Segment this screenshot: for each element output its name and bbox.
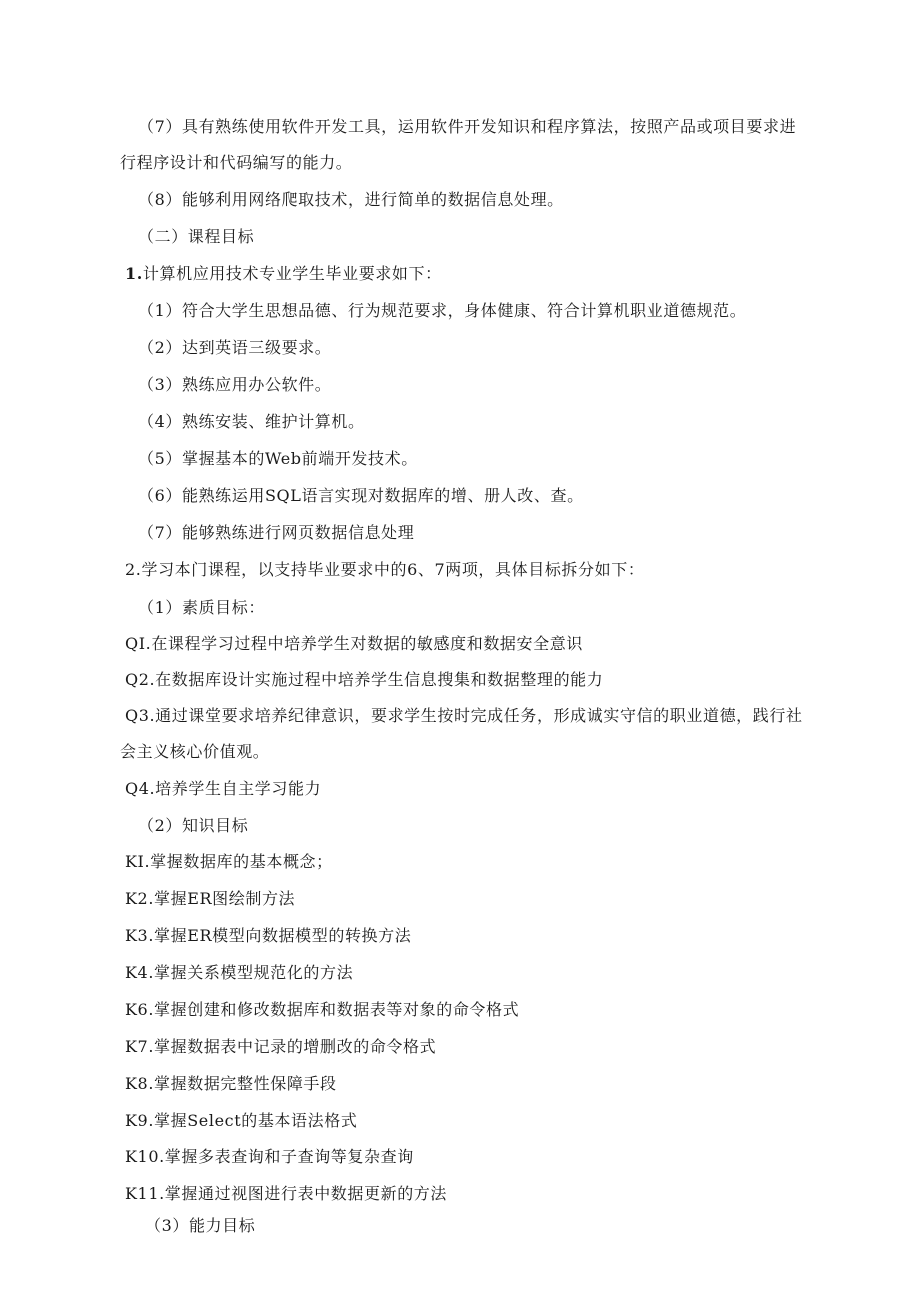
quality-objective-q3: Q3.通过课堂要求培养纪律意识，要求学生按时完成任务，形成诚实守信的职业道德，践行社 [125,706,803,725]
graduation-requirements-text: 计算机应用技术专业学生毕业要求如下： [142,264,442,283]
text-line-2: 行程序设计和代码编写的能力。 [120,153,353,172]
section-heading-course-objectives: （二）课程目标 [138,227,255,246]
ability-objectives-heading: （3）能力目标 [145,1216,256,1235]
requirement-5: （5）掌握基本的Web前端开发技术。 [138,449,418,468]
knowledge-objective-k10: K10.掌握多表查询和子查询等复杂查询 [125,1147,414,1166]
quality-objective-q4: Q4.培养学生自主学习能力 [125,779,322,798]
quality-objectives-heading: （1）素质目标： [138,598,265,617]
knowledge-objective-k9: K9.掌握Select的基本语法格式 [125,1111,358,1130]
knowledge-objective-k1: KI.掌握数据库的基本概念； [125,852,333,871]
quality-objective-q1: QI.在课程学习过程中培养学生对数据的敏感度和数据安全意识 [125,634,583,653]
text-line-1: （7）具有熟练使用软件开发工具，运用软件开发知识和程序算法，按照产品或项目要求进 [138,117,797,136]
requirement-7: （7）能够熟练进行网页数据信息处理 [138,523,415,542]
knowledge-objective-k11: K11.掌握通过视图进行表中数据更新的方法 [125,1184,447,1203]
requirement-6: （6）能熟练运用SQL语言实现对数据库的增、册人改、查。 [138,486,584,505]
quality-objective-q2: Q2.在数据库设计实施过程中培养学生信息搜集和数据整理的能力 [125,670,604,689]
requirement-1: （1）符合大学生思想品德、行为规范要求，身体健康、符合计算机职业道德规范。 [138,301,747,320]
knowledge-objective-k2: K2.掌握ER图绘制方法 [125,889,296,908]
knowledge-objective-k4: K4.掌握关系模型规范化的方法 [125,963,354,982]
quality-objective-q3-cont: 会主义核心价值观。 [120,742,270,761]
text-line-3: （8）能够利用网络爬取技术，进行简单的数据信息处理。 [138,190,564,209]
knowledge-objective-k6: K6.掌握创建和修改数据库和数据表等对象的命令格式 [125,1000,520,1019]
section-number: 1. [125,264,143,283]
requirement-4: （4）熟练安装、维护计算机。 [138,412,365,431]
course-study-intro: 2.学习本门课程，以支持毕业要求中的6、7两项，具体目标拆分如下： [125,560,645,579]
requirement-3: （3）熟练应用办公软件。 [138,375,332,394]
knowledge-objective-k8: K8.掌握数据完整性保障手段 [125,1074,337,1093]
knowledge-objective-k3: K3.掌握ER模型向数据模型的转换方法 [125,926,412,945]
knowledge-objective-k7: K7.掌握数据表中记录的增删改的命令格式 [125,1037,437,1056]
requirement-2: （2）达到英语三级要求。 [138,338,332,357]
knowledge-objectives-heading: （2）知识目标 [138,816,249,835]
graduation-requirements-heading [125,264,442,284]
